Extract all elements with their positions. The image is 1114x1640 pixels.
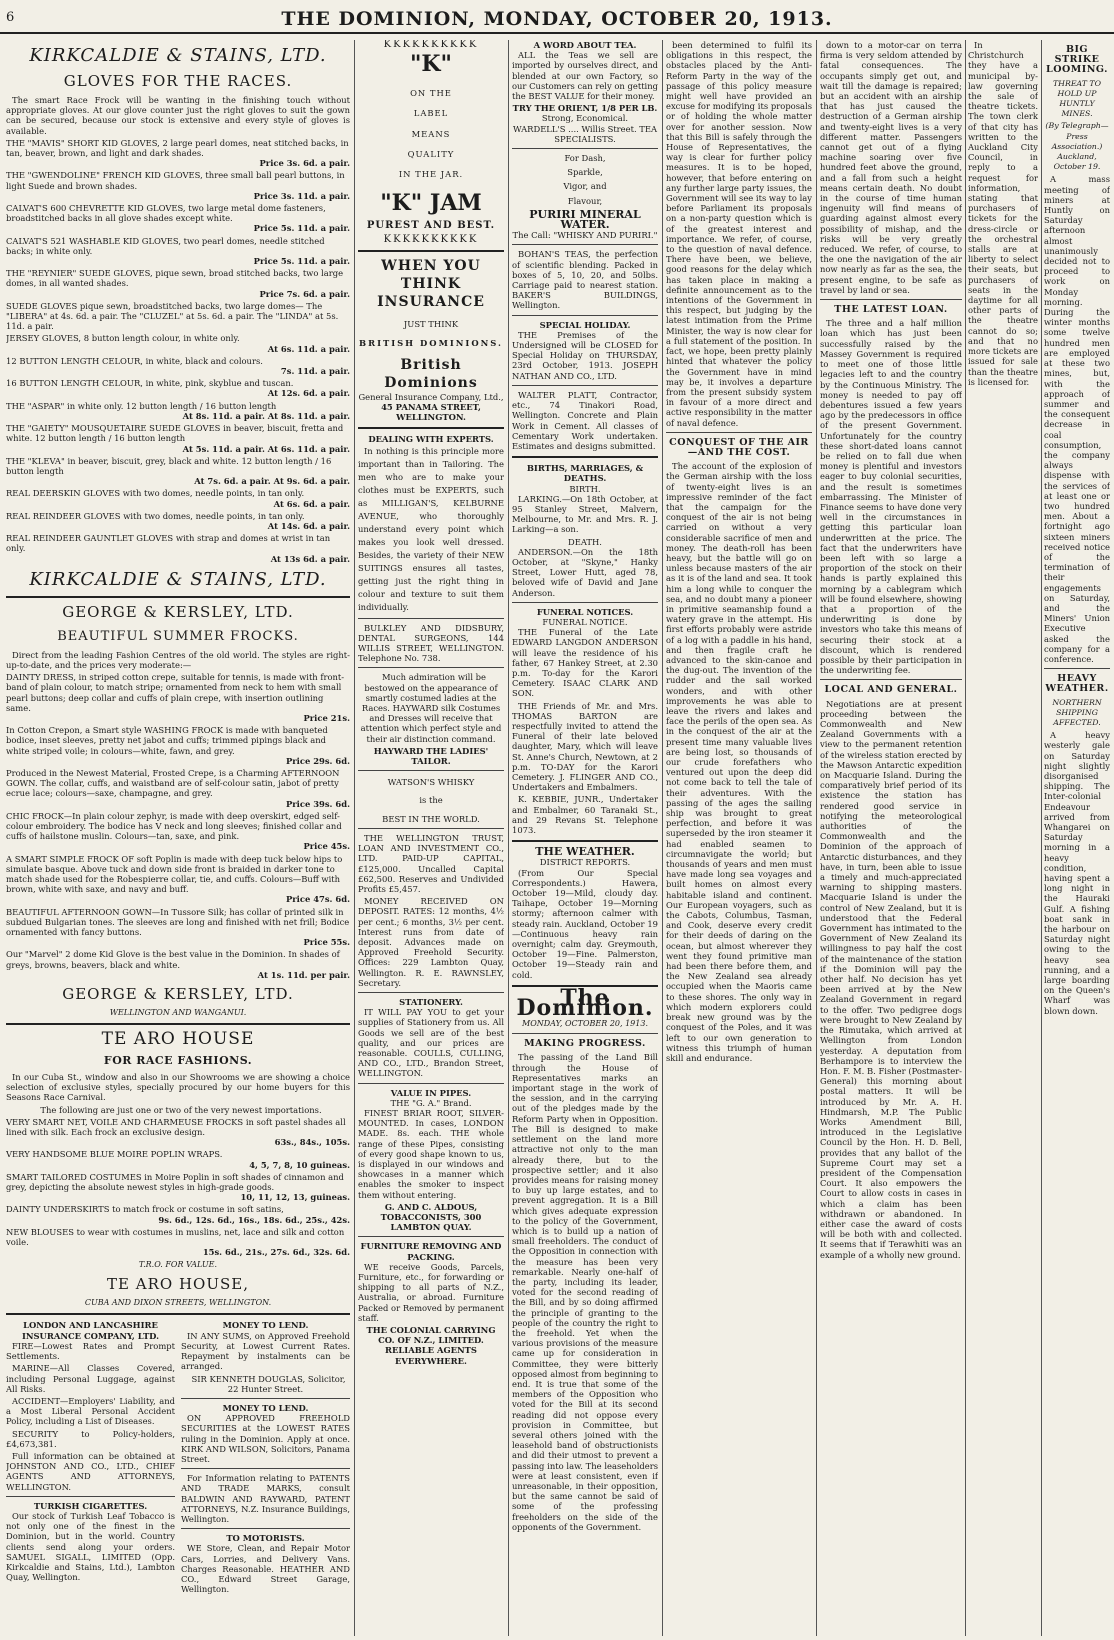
christchurch-text: In Christchurch they have a municipal by-law governing the sale of theatre tickets. The town clerk of that city has written to the Auckland City Council, in reply to a request for information, stating that purchasers of tickets for the dress-circle or the orchestral stalls are at liberty to select their seats, but purchasers of seats in the daytime for all other parts of the theatre cannot do so; and that no more tickets are issued for sale than the theatre is licensed for.	[968, 40, 1038, 387]
watsons-3: BEST IN THE WORLD.	[382, 813, 480, 824]
te-aro-intro: In our Cuba St., window and also in our Showrooms we are showing a choice selection of exclusive styles, specially procured by our home buyers for this Seasons Race Carnival.	[6, 1072, 350, 1103]
holiday-text: THE Premises of the Undersigned will be CLOSED for Special Holiday on THURSDAY, 23rd October, 1913. JOSEPH NATHAN AND CO., LTD.	[512, 329, 658, 381]
k-line-bottom: KKKKKKKKKK	[383, 234, 479, 246]
weather-head: THE WEATHER.	[535, 845, 635, 859]
glove-item-text: SUEDE GLOVES pique sewn, broadstitched backs, two large domes— The "LIBERA" at 4s. 6d. a pair. The "CLUZEL" at 5s. 6d. a pair. The "LINDA" at 5s. 11d. a pair.	[6, 300, 339, 332]
glove-item-text: THE "GWENDOLINE" FRENCH KID GLOVES, three small ball pearl buttons, in light Suede and brown shades.	[6, 170, 345, 191]
frock-item-text: CHIC FROCK—In plain colour zephyr, is made with deep overskirt, edged self-colour embroidery. The bodice has V neck and long sleeves; finished collar and cuffs of hailstone muslin. Colours—tan, saxe, and pink.	[6, 810, 342, 842]
glove-item	[6, 378, 350, 398]
money-ads	[181, 1320, 350, 1596]
funeral2-text: THE Friends of Mr. and Mrs. THOMAS BARTON are respectfully invited to attend the Funeral of their late beloved daughter, Mary, which will leave St. Anne's Church, Newtown, at 2 p.m. TO-DAY for the Karori Cemetery. J. FLINGER AND CO., Undertakers and Embalmers.	[512, 700, 658, 793]
glove-item-text: THE "GAIETY" MOUSQUETAIRE SUEDE GLOVES in beaver, biscuit, fretta and white. 12 button length / 16 button length	[6, 423, 344, 444]
frock-item-price: Price 21s.	[303, 712, 350, 723]
making-text: The passing of the Land Bill through the House of Representatives marks an important stage in the work of the session, and in the carrying out of the pledges made by the Reform Party when in Opposition. The Bill is designed to make settlement on the land more attractive not only to the man already there, but to the prospective settler; and it also provides means for raising money to buy up large estates, and to prevent aggregation. It is a Bill which gives adequate expression to the policy of the Government, which is to build up a nation of small freeholders. The conduct of the Opposition in connection with the measure has been very remarkable. Nearly one-half of the party, including its leader, voted for the second reading of the Bill, and by so doing affirmed the principle of granting to the people of the country the right to the freehold. Yet when the various provisions of the measure came up for consideration in Committee, they were bitterly opposed almost from beginning to end. It is true that some of the members of the Opposition who voted for the Bill at its second reading did not oppose every provision in Committee, but several others joined with the leasehold band of obstructionists and did their utmost to prevent a passing into law. The leaseholders were at least consistent, even if unreasonable, in their opposition, but the same cannot be said of some of the professing freeholders on the side of the opponents of the Government.	[512, 1052, 658, 1532]
column-1-ads	[6, 40, 350, 1636]
k-quote: "K"	[409, 51, 453, 78]
london-insurance-ad	[6, 1320, 175, 1596]
heavy-weather-text: A heavy westerly gale on Saturday night slightly disorganised shipping. The Inter-colonial Endeavour arrived from Whangarei on Saturday morning in a heavy condition, having spent a long night in the Hauraki Gulf. A fishing boat sank in the harbour on Saturday night owing to the heavy sea running, and a large boarding on the Queen's Wharf was blown down.	[1044, 730, 1110, 1016]
k-line-text: ON THE	[410, 88, 452, 99]
frock-item-text: BEAUTIFUL AFTERNOON GOWN—In Tussore Silk; has collar of printed silk in subdued Bulgarian tones. The sleeves are long and finished with net frill; Bodice ornamented with fancy buttons.	[6, 906, 350, 938]
frock-item-text: A SMART SIMPLE FROCK OF soft Poplin is made with deep tuck below hips to simulate basque. Above tuck and down side front is braided in darker tone to match shade used for the Robespierre collar, tie, and cuffs. Colours—Buff with brown, white with saxe, and navy and buff.	[6, 853, 343, 895]
gk-footer: GEORGE & KERSLEY, LTD.	[62, 985, 294, 1004]
glove-item-price: At 7s. 6d. a pair. At 9s. 6d. a pair.	[194, 476, 350, 487]
frock-item	[6, 907, 350, 948]
patents-text: For Information relating to PATENTS AND TRADE MARKS, consult BALDWIN AND RAYWARD, PATENT ATTORNEYS, N.Z. Insurance Buildings, Wellington.	[181, 1473, 350, 1524]
glove-item	[6, 456, 350, 487]
te-aro-item-text: NEW BLOUSES to wear with costumes in muslins, net, lace and silk and cotton voile.	[6, 1226, 345, 1248]
glove-item	[6, 356, 350, 376]
glove-item	[6, 423, 350, 454]
birth-text: LARKING.—On 18th October, at 95 Stanley Street, Malvern, Melbourne, to Mr. and Mrs. R. J. Larking—a son.	[512, 493, 658, 535]
glove-item-price: 7s. 11d. a pair.	[280, 366, 350, 377]
local-text: Negotiations are at present proceeding between the Commonwealth and New Zealand Governments with a view to the permanent retention of the wireless station erected by the Mawson Antarctic expedition on Macquarie Island. During the comparatively brief period of its existence the station has rendered good service in notifying the meteorological authorities of the Commonwealth and the Dominion of the approach of Antarctic disturbances, and they have, in turn, been able to issue a timely and much-appreciated warning to shipping masters. Macquarie Island is under the control of New Zealand, but it is understood that the Federal Government has intimated to the Government of New Zealand its willingness to pay half the cost of the maintenance of the station if the Dominion will pay the other half. No decision has yet been arrived at by the New Zealand Government in regard to the offer. Two pedigree dogs were brought to New Zealand by the Rimutaka, which arrived at Wellington from London yesterday. A deputation from Berhampore is to interview the Hon. F. M. B. Fisher (Postmaster-General) this morning about postal matters. It will be introduced by Mr. A. H. Hindmarsh, M.P. The Public Works Amendment Bill, introduced in the Legislative Council by the Hon. H. D. Bell, provides that any ballot of the Supreme Court may set a president of the Compensation Court. It also empowers the Court to allow costs in cases in which a claim has been withdrawn or abandoned. In either case the award of costs will be both with and collected. It seems that if Terawhiti was an example of a wholly new ground.	[820, 698, 962, 1260]
heavy-weather-head: HEAVY WEATHER.	[1045, 673, 1109, 695]
hayward-sig: HAYWARD THE LADIES' TAILOR.	[373, 745, 489, 767]
glove-item	[6, 138, 350, 169]
glove-item-price: Price 5s. 11d. a pair.	[253, 256, 350, 267]
tea-text: ALL the Teas we sell are imported by ourselves direct, and blended at our own Factory, so our Customers can rely on getting the BEST VALUE for their money.	[512, 50, 658, 102]
hayward-text: Much admiration will be bestowed on the appearance of smartly costumed ladies at the Races. HAYWARD silk Costumes and Dresses will receive that attention which perfect style and their air distinction command.	[360, 672, 502, 744]
dominion-date: MONDAY, OCTOBER 20, 1913.	[522, 1019, 648, 1029]
watsons-1: WATSON'S WHISKY	[387, 777, 475, 788]
london-item: ACCIDENT—Employers' Liability, and a Most Liberal Personal Accident Policy, including a List of Diseases.	[6, 1395, 175, 1427]
funeral-head: FUNERAL NOTICES.	[536, 606, 634, 617]
te-aro-item-price: 4, 5, 7, 8, 10 guineas.	[249, 1159, 350, 1170]
te-aro-item-price: 15s. 6d., 21s., 27s. 6d., 32s. 6d.	[202, 1247, 350, 1258]
puriri-call: The Call: "WHISKY AND PURIRI."	[512, 230, 658, 241]
london-item: Full information can be obtained at JOHNSTON AND CO., LTD., CHIEF AGENTS AND ATTORNEYS, WELLINGTON.	[6, 1450, 175, 1492]
glove-item-text: CALVAT'S 521 WASHABLE KID GLOVES, two pearl domes, needle stitched backs; in white only.	[6, 235, 325, 256]
strike-dateline: (By Telegraph—Press Association.) Auckland, October 19.	[1045, 121, 1109, 172]
death-text: ANDERSON.—On the 18th October, at "Skyne," Hanky Street, Lower Hutt, aged 78, beloved wife of David and Jane Anderson.	[512, 546, 658, 598]
stationery-head: STATIONERY.	[399, 996, 463, 1007]
loan-text: The three and a half million loan which has just been successfully raised by the Massey Government is required to meet one of those little legacies left to and the country by the Continuous Ministry. The money is needed to pay off debentures issued a few years ago by the predecessors in office of the present Government. Unfortunately for the country these short-dated loans cannot be relied on to fall due when money is plentiful and investors eager to buy colonial securities, and the result is sometimes embarrassing. The Minister of Finance seems to have done very well in the circumstances in getting this particular loan underwritten at the price. The fact that the underwriters have been left with so large a proportion of the stock on their hands is partly explained this morning by a cablegram which will be found elsewhere, showing that a proportion of the underwriting is done by investors who take this means of securing their stock at a discount, which is rendered possible by their participation in the underwriting fee.	[820, 318, 962, 676]
puriri-name: PURIRI MINERAL WATER.	[529, 207, 641, 232]
column-6	[968, 40, 1038, 1636]
glove-item-text: CALVAT'S 600 CHEVRETTE KID GLOVES, two large metal dome fasteners, broadstitched backs in all glove shades except white.	[6, 203, 326, 224]
weather-text: (From Our Special Correspondents.) Hawera, October 19—Mild, cloudy day. Taihape, October 19—Morning stormy; afternoon calmer with steady rain. Auckland, October 19—Continuous heavy rain overnight; calm day. Greymouth, October 19—Fine. Palmerston, October 19—Steady rain and cold.	[512, 867, 658, 980]
pipes-head: VALUE IN PIPES.	[390, 1087, 472, 1098]
glove-item-text: REAL DEERSKIN GLOVES with two domes, needle points, in tan only.	[6, 488, 305, 499]
te-aro-item	[6, 1172, 350, 1203]
k-line-text: IN THE JAR.	[398, 169, 464, 180]
conquest-text: The account of the explosion of the German airship with the loss of twenty-eight lives is an impressive reminder of the fact that the campaign for the conquest of the air is not being carried on without a very considerable sacrifice of men and money. The death-roll has been heavy, but the battle will go on unless because masters of the air as it is of the land and sea. It took him a long while to conquer the sea, and no doubt many a pioneer in primitive seamanship found a watery grave in the attempt. His first efforts probably were astride of a log with a paddle in his hand, and then fragile craft he advanced to the skin-canoe and the dug-out. The invention of the rudder and the sail worked wonders, and with other improvements he was able to leave the rivers and lakes and face the perils of the open sea. As in the conquest of the air at the present time many valuable lives are being lost, so thousands of our crude forefathers who ventured out upon the deep did not come back to tell the tale of their adventures. With the passing of the ages the sailing ship was brought to great perfection, and before it was superseded by the iron steamer it had enabled seamen to circumnavigate the world; but thousands of years and men must have made long sea voyages and built homes on almost every habitable island and continent. Our European voyagers, such as the Cabots, Columbus, Tasman, and Cook, deserve every credit for their deeds of daring on the ocean, but almost wherever they went they found primitive man had been there before them, and the New Zealand sea already occupied when the Maoris came to these shores. The only way in which modern explorers could break new ground was by the conquest of the Poles, and it was left to our own generation to witness this triumph of human skill and endurance.	[666, 461, 812, 1063]
frock-item	[6, 811, 350, 852]
london-item: FIRE—Lowest Rates and Prompt Settlements.	[6, 1340, 175, 1362]
te-aro-note: The following are just one or two of the very newest importations.	[40, 1104, 322, 1115]
puriri-line: For Dash,	[564, 153, 606, 164]
glove-item-text: JERSEY GLOVES, 8 button length colour, in white only.	[6, 333, 240, 344]
glove-item	[6, 488, 350, 508]
k-line-text: MEANS	[411, 128, 451, 139]
stationery-text: IT WILL PAY YOU to get your supplies of Stationery from us. All Goods we sell are of the best quality, and our prices are reasonable. COULLS, CULLING, AND CO., LTD., Brandon Street, WELLINGTON.	[358, 1007, 504, 1079]
puriri-line: Vigor, and	[563, 181, 607, 192]
death-head: DEATH.	[568, 536, 602, 547]
kirkcaldie-footer: KIRKCALDIE & STAINS, LTD.	[29, 568, 327, 590]
glove-item	[6, 333, 350, 353]
glove-item	[6, 170, 350, 201]
frock-item	[6, 725, 350, 766]
pipes-brand: THE "G. A." Brand.	[390, 1097, 472, 1108]
london-item: SECURITY to Policy-holders, £4,673,381.	[6, 1428, 175, 1449]
motorists-title: TO MOTORISTS.	[226, 1533, 305, 1544]
insurance-just: JUST THINK	[403, 319, 459, 330]
frock-item-price: Price 39s. 6d.	[285, 798, 350, 809]
baker-text: BOHAN'S TEAS, the perfection of scientific blending. Packed in boxes of 5, 10, 20, and 50lbs. Carriage paid to nearest station. BAKER'S BUILDINGS, Wellington.	[512, 249, 658, 311]
puriri-line: Flavour,	[567, 195, 603, 206]
glove-item-price: Price 7s. 6d. a pair.	[259, 288, 350, 299]
investment-text: THE WELLINGTON TRUST, LOAN AND INVESTMENT CO., LTD. PAID-UP CAPITAL, £125,000. Uncalled Capital £62,500. Reserves and Undivided Profits £5,457.	[358, 832, 504, 894]
turkish-text: Our stock of Turkish Leaf Tobacco is not only one of the finest in the Dominion, but in the world. Country clients send along your orders. SAMUEL SIGALL, LIMITED (Opp. Kirkcaldie and Stains, Ltd.), Lambton Quay, Wellington.	[6, 1510, 175, 1583]
glove-item-price: At 6s. 6d. a pair.	[273, 498, 350, 509]
te-aro-item-price: 9s. 6d., 12s. 6d., 16s., 18s. 6d., 25s., 42s.	[158, 1214, 350, 1225]
london-title: LONDON AND LANCASHIRE INSURANCE COMPANY, LTD.	[21, 1320, 160, 1341]
deposit-text: MONEY RECEIVED ON DEPOSIT. RATES: 12 months, 4½ per cent.; 6 months, 3½ per cent. Interest runs from date of deposit. Advances made on Approved Freehold Security. Offices: 229 Lambton Quay, Wellington. R. E. RAWNSLEY, Secretary.	[358, 896, 504, 988]
frock-item-price: Price 55s.	[303, 937, 350, 948]
money2-title: MONEY TO LEND.	[222, 1402, 309, 1413]
strike-sub: THREAT TO HOLD UP HUNTLY MINES.	[1052, 78, 1102, 119]
te-aro-item-text: VERY HANDSOME BLUE MOIRE POPLIN WRAPS.	[6, 1149, 223, 1160]
glove-item-price: Price 3s. 6d. a pair.	[259, 158, 350, 169]
money1-text: IN ANY SUMS, on Approved Freehold Security, at Lowest Current Rates. Repayment by instalments can be arranged.	[181, 1330, 350, 1372]
frock-item-price: Price 45s.	[303, 841, 350, 852]
conquest-head: CONQUEST OF THE AIR—AND THE COST.	[669, 436, 809, 458]
column-2-ads	[358, 40, 504, 1636]
brit-dom-addr: 45 PANAMA STREET, WELLINGTON.	[381, 402, 481, 423]
te-aro-sub: FOR RACE FASHIONS.	[103, 1054, 253, 1068]
glove-item-price: Price 5s. 11d. a pair.	[253, 223, 350, 234]
frock-item-price: Price 47s. 6d.	[285, 894, 350, 905]
making-cont: been determined to fulfil its obligations in this respect, the obstacles placed by the Anti-Reform Party in the way of the passage of this policy measure might well have provided an excuse for modifying its proposals or of holding the whole matter over for another session. Now that this Bill is safely through the House of Representatives, the way is clear for further policy measures. It is to be hoped, however, that before entering on any further large party issues, the Government will see its way to lay before Parliament its proposals on a non-party question which is of the greatest interest and importance. We refer, of course, to the question of naval defence. There have been, we believe, good reasons for the delay which has taken place in making a definite announcement as to the intentions of the Government in this respect, but judging by the latest intimation from the Prime Minister, the way is now clear for a full statement of the position. In fact, we hope, been pretty plainly hinted that whatever the policy the Government have in mind may be, it involves a departure from the present subsidy system in favour of a more direct and active responsibility in the matter of naval defence.	[666, 40, 812, 428]
col5-intro: down to a motor-car on terra firma is very seldom attended by fatal consequences. The occupants simply get out, and wait till the damage is repaired; but an accident with an airship that has just caused the destruction of a German airship and twenty-eight lives is a very different matter. Passengers cannot get out of a flying machine soaring over five hundred feet above the ground, and a fall from such a height means certain death. No doubt in the course of time human ingenuity will find means of guarding against almost every possibility of mishap, and the risks will be very greatly reduced. We refer, of course, to the one the navigation of the air now nearly as far as the sea, the present engine, to be safe as travel by land or sea.	[820, 40, 962, 295]
glove-item	[6, 268, 350, 299]
column-3	[512, 40, 658, 1636]
te-aro-item-text: VERY SMART NET, VOILE AND CHARMEUSE FROCKS in soft pastel shades all lined with silk. Each frock an exclusive design.	[6, 1116, 346, 1138]
glove-item	[6, 511, 350, 531]
brit-dom: British Dominions	[384, 356, 478, 391]
glove-item-price: At 8s. 11d. a pair. At 8s. 11d. a pair.	[182, 410, 350, 421]
london-item: MARINE—All Classes Covered, including Personal Luggage, against All Risks.	[6, 1363, 175, 1394]
tea-head: A WORD ABOUT TEA.	[533, 40, 637, 50]
motorists-text: WE Store, Clean, and Repair Motor Cars, Lorries, and Delivery Vans. Charges Reasonable. HEATHER AND CO., Edward Street Garage, Wellington.	[181, 1543, 350, 1595]
te-aro-item	[6, 1117, 350, 1148]
te-aro-footer3: CUBA AND DIXON STREETS, WELLINGTON.	[84, 1298, 272, 1308]
frocks-intro: Direct from the leading Fashion Centres of the old world. The styles are right-up-to-date, and the prices very moderate:—	[6, 649, 350, 670]
frock-item	[6, 854, 350, 905]
funeral-text: THE Funeral of the Late EDWARD LANGDON ANDERSON will leave the residence of his father, 67 Hankey Street, at 2.30 p.m. To-day for the Karori Cemetery. ISAAC CLARK AND SON.	[512, 627, 658, 699]
glove-item-text: THE "REYNIER" SUEDE GLOVES, pique sewn, broad stitched backs, two large domes, in all wanted shades.	[6, 268, 344, 289]
kebbie-text: K. KEBBIE, JUNR., Undertaker and Embalmer, 60 Taranaki St., and 29 Revans St. Telephone 1073.	[512, 794, 658, 836]
glove-item	[6, 401, 350, 421]
pipes-text: FINEST BRIAR ROOT, SILVER-MOUNTED. In cases, LONDON MADE. 8s. each. THE whole range of these Pipes, consisting of every good shape known to us, is displayed in our windows and showcases in a manner which enables the smoker to inspect them without entering.	[358, 1107, 504, 1200]
insurance-british: BRITISH DOMINIONS.	[359, 337, 503, 348]
weather-sub: DISTRICT REPORTS.	[539, 857, 631, 868]
glove-list	[6, 138, 350, 564]
bmd-head: BIRTHS, MARRIAGES, & DEATHS.	[526, 463, 644, 484]
holiday-head: SPECIAL HOLIDAY.	[539, 319, 631, 330]
glove-item-text: THE "MAVIS" SHORT KID GLOVES, 2 large pearl domes, neat stitched backs, in tan, beaver, brown, and light and dark shades.	[6, 137, 349, 159]
gloves-intro: The smart Race Frock will be wanting in the finishing touch without appropriate gloves. At our glove counter just the right gloves to suit the gown can be secured, because our stock is extensive and every style of gloves is available.	[6, 95, 350, 136]
wardell: WARDELL'S .... Willis Street. TEA SPECIALISTS.	[512, 123, 658, 144]
k-line-top: KKKKKKKKKK	[383, 40, 479, 50]
te-aro-footer2: TE ARO HOUSE,	[107, 1275, 249, 1294]
money1-name: SIR KENNETH DOUGLAS, Solicitor, 22 Hunter Street.	[191, 1373, 346, 1394]
te-aro-item-price: 10, 11, 12, 13, guineas.	[240, 1192, 350, 1203]
experts-text: In nothing is this principle more important than in Tailoring. The men who are to make your clothes must be EXPERTS, such as MILLIGAN'S, KELBURNE AVENUE, who thoroughly understand every point which makes you look well dressed. Besides, the variety of their NEW SUITINGS ensures all tastes, getting just the right thing in colour and texture to suit them individually.	[358, 445, 504, 612]
frock-item	[6, 768, 350, 809]
frock-item-text: Produced in the Newest Material, Frosted Crepe, is a Charming AFTERNOON GOWN. The collar, cuffs, and waistband are of self-colour satin, jabot of pretty ecrue lace; colours—saxe, champagne, and grey.	[6, 767, 340, 799]
turkish-title: TURKISH CIGARETTES.	[33, 1500, 148, 1511]
kirkcaldie-title: KIRKCALDIE & STAINS, LTD.	[29, 45, 327, 66]
making-head: MAKING PROGRESS.	[524, 1038, 646, 1050]
te-aro-title: TE ARO HOUSE	[101, 1029, 255, 1050]
puriri-line: Sparkle,	[567, 167, 603, 178]
puriri-lines	[512, 153, 658, 206]
frock-item	[6, 949, 350, 980]
heavy-weather-sub: NORTHERN SHIPPING AFFECTED.	[1052, 697, 1102, 727]
frock-item	[6, 672, 350, 723]
column-4	[666, 40, 812, 1636]
birth-head: BIRTH.	[569, 483, 601, 494]
strike-head: BIG STRIKE LOOMING.	[1046, 44, 1108, 76]
te-aro-item-text: DAINTY UNDERSKIRTS to match frock or costume in soft satins,	[6, 1204, 284, 1215]
glove-item-text: REAL REINDEER GLOVES with two domes, needle points, in tan only.	[6, 510, 305, 521]
watsons-2: is the	[419, 795, 443, 806]
strike-text: A mass meeting of miners at Huntly on Saturday afternoon almost unanimously decided not to proceed to work on Monday morning. During the winter months some twelve hundred men are employed at these two mines, but, with the approach of summer and the consequent decrease in coal consumption, the company always dispense with the services of at least one or two hundred men. About a fortnight ago sixteen miners received notice of the termination of their engagements on Saturday, and the Miners' Union Executive asked the company for a conference.	[1044, 174, 1110, 664]
k-purest: PUREST AND BEST.	[366, 220, 496, 232]
gloves-heading: GLOVES FOR THE RACES.	[63, 72, 293, 90]
glove-item-text: THE "KLEVA" in beaver, biscuit, grey, black and white. 12 button length / 16 button length	[6, 455, 332, 476]
dental-text: BULKLEY AND DIDSBURY, DENTAL SURGEONS, 144 WILLIS STREET, WELLINGTON. Telephone No. 738.	[358, 622, 504, 664]
glove-item-text: REAL REINDEER GAUNTLET GLOVES with strap and domes at wrist in tan only.	[6, 533, 331, 554]
local-head: LOCAL AND GENERAL.	[824, 684, 958, 696]
column-5	[820, 40, 962, 1636]
glove-item-price: At 6s. 11d. a pair.	[267, 343, 350, 354]
colonial: THE COLONIAL CARRYING CO. OF N.Z., LIMITED. RELIABLE AGENTS EVERYWHERE.	[366, 1325, 496, 1366]
glove-item	[6, 533, 350, 564]
funeral-notice: FUNERAL NOTICE.	[542, 616, 628, 627]
te-aro-item	[6, 1204, 350, 1224]
gk-footer-sub: WELLINGTON AND WANGANUI.	[109, 1008, 247, 1018]
glove-item-text: THE "ASPAR" in white only. 12 button length / 16 button length	[6, 400, 277, 411]
glove-item	[6, 301, 350, 332]
london-list	[6, 1341, 175, 1492]
k-line-text: QUALITY	[407, 148, 455, 159]
glove-item-text: 12 BUTTON LENGTH CELOUR, in white, black and colours.	[6, 355, 263, 366]
experts-head: DEALING WITH EXPERTS.	[368, 434, 494, 445]
tea-price: TRY THE ORIENT, 1/8 PER LB.	[512, 103, 658, 114]
frock-item-text: DAINTY DRESS, in striped cotton crepe, suitable for tennis, is made with front-band of plain colour, to match stripe; ornamented from neck to hem with small pearl buttons; deep collar and cuffs of plain crepe, with insertion outlining same.	[6, 672, 345, 713]
glove-item-price: Price 3s. 11d. a pair.	[253, 190, 350, 201]
te-aro-item	[6, 1149, 350, 1169]
k-lines	[358, 88, 504, 179]
k-line-text: LABEL	[413, 108, 449, 119]
te-aro-footer1: T.R.O. FOR VALUE.	[138, 1260, 218, 1270]
page-number: 6	[6, 10, 15, 25]
furniture-head: FURNITURE REMOVING AND PACKING.	[360, 1241, 502, 1262]
masthead	[0, 8, 1114, 34]
glove-item-price: At 14s. 6d. a pair.	[267, 520, 350, 531]
frock-item-price: Price 29s. 6d.	[285, 755, 350, 766]
glove-item	[6, 203, 350, 234]
glove-item-price: At 5s. 11d. a pair. At 6s. 11d. a pair.	[182, 443, 350, 454]
te-aro-item-text: SMART TAILORED COSTUMES in Moire Poplin in soft shades of cinnamon and grey, depicting the absolute newest styles in high-grade goods.	[6, 1171, 344, 1193]
gk-title: GEORGE & KERSLEY, LTD.	[62, 602, 294, 621]
insurance-head: WHEN YOU THINK INSURANCE	[377, 258, 485, 311]
brit-dom-sub: General Insurance Company, Ltd.,	[358, 391, 504, 402]
newspaper-title: THE DOMINION, MONDAY, OCTOBER 20, 1913.	[281, 8, 833, 30]
te-aro-item-price: 63s., 84s., 105s.	[274, 1137, 350, 1148]
money1-title: MONEY TO LEND.	[222, 1320, 309, 1331]
te-aro-item	[6, 1227, 350, 1258]
furniture-text: WE receive Goods, Parcels, Furniture, etc., for forwarding or shipping to all parts of N.Z., Australia, or abroad. Furniture Packed or Removed by permanent staff.	[358, 1261, 504, 1323]
frock-item-text: Our "Marvel" 2 dome Kid Glove is the best value in the Dominion. In shades of greys, browns, beavers, black and white.	[6, 949, 340, 970]
frock-item-price: At 1s. 11d. per pair.	[257, 969, 350, 980]
platt-text: WALTER PLATT, Contractor, etc., 74 Tinakori Road, Wellington. Concrete and Plain Work in Cement. All classes of Cementary Work undertaken. Estimates and designs submitted.	[512, 389, 658, 451]
glove-item-text: 16 BUTTON LENGTH CELOUR, in white, pink, skyblue and tuscan.	[6, 378, 294, 389]
tea-sub: Strong, Economical.	[541, 113, 629, 124]
glove-item	[6, 236, 350, 267]
frock-list	[6, 672, 350, 980]
dominion-logo: The Dominion.	[516, 984, 654, 1022]
glove-item-price: At 12s. 6d. a pair.	[267, 388, 350, 399]
aldous: G. AND C. ALDOUS, TOBACCONISTS, 300 LAMBTON QUAY.	[380, 1201, 482, 1233]
k-jam: "K" JAM	[380, 190, 482, 217]
frock-item-text: In Cotton Crepon, a Smart style WASHING FROCK is made with banqueted bodice, inset sleeves, pretty net jabot and cuffs; trimmed pipings black and white striped voile; in colours—white, fawn, and grey.	[6, 725, 328, 756]
column-7	[1044, 40, 1110, 1636]
frocks-heading: BEAUTIFUL SUMMER FROCKS.	[57, 628, 299, 644]
loan-head: THE LATEST LOAN.	[834, 304, 948, 316]
money2-text: ON APPROVED FREEHOLD SECURITIES at the LOWEST RATES ruling in the Dominion. Apply at once. KIRK AND WILSON, Solicitors, Panama Street.	[181, 1413, 350, 1464]
glove-item-price: At 13s 6d. a pair.	[270, 553, 350, 564]
te-aro-list	[6, 1117, 350, 1258]
